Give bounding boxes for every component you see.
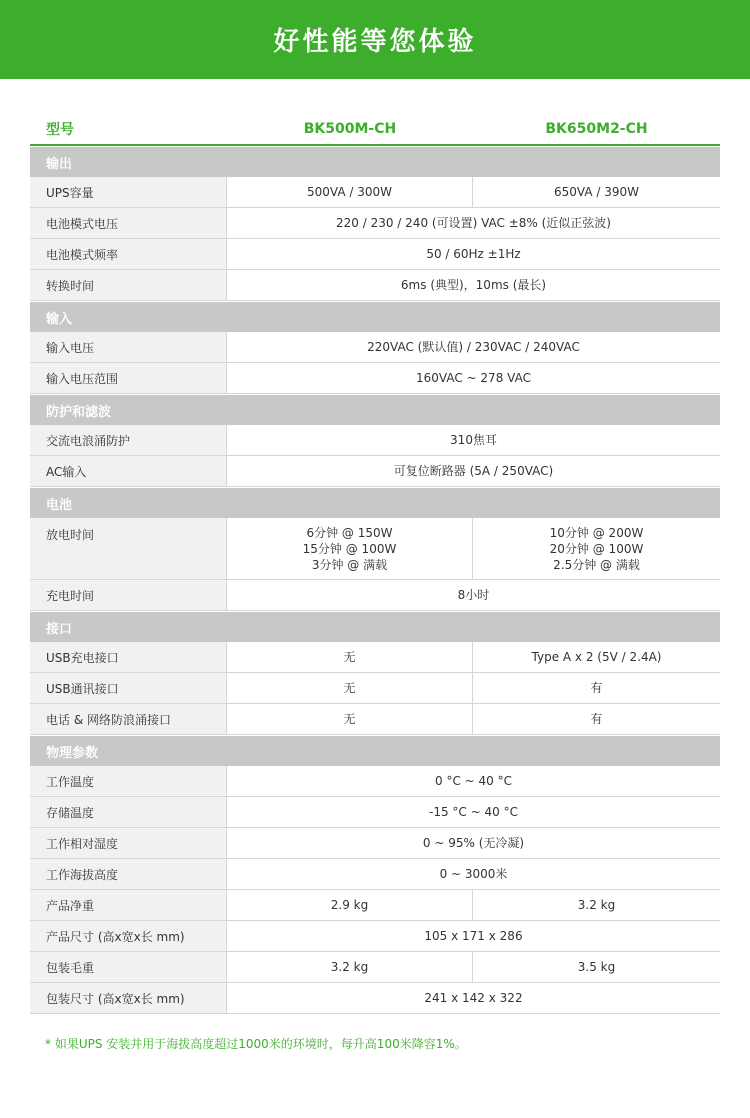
table-row [30, 425, 720, 456]
row-value: 6ms (典型)，10ms (最长) [400, 278, 547, 292]
table-row [30, 270, 720, 301]
section-protection: 防护和滤波 [30, 394, 720, 425]
row-label: 产品净重 [30, 890, 227, 920]
row-value-model-2: 650VA / 390W [472, 177, 720, 207]
table-row [30, 177, 720, 208]
row-label: 工作相对湿度 [30, 828, 227, 858]
discharge-line: 20分钟 @ 100W [549, 541, 644, 556]
row-value: 220VAC (默认值) / 230VAC / 240VAC [367, 340, 580, 354]
row-label: 交流电浪涌防护 [30, 425, 227, 455]
header-model-1: BK500M-CH [303, 120, 397, 137]
row-value: -15 °C ~ 40 °C [429, 805, 518, 819]
row-label: 电话 & 网络防浪涌接口 [30, 704, 227, 734]
row-label: 工作海拔高度 [30, 859, 227, 889]
row-value-model-2: 有 [472, 673, 720, 703]
section-output: 输出 [30, 146, 720, 177]
table-row [30, 766, 720, 797]
discharge-line: 10分钟 @ 200W [549, 525, 644, 540]
row-value: 50 / 60Hz ±1Hz [426, 247, 521, 261]
table-row [30, 890, 720, 921]
row-value-model-1: 3.2 kg [330, 960, 369, 974]
discharge-line: 2.5分钟 @ 满载 [553, 557, 640, 572]
row-value: 0 ~ 3000米 [439, 867, 508, 881]
section-physical: 物理参数 [30, 735, 720, 766]
row-label: UPS容量 [30, 177, 227, 207]
table-row [30, 208, 720, 239]
table-row [30, 332, 720, 363]
row-label: AC输入 [30, 456, 227, 486]
row-value: 241 x 142 x 322 [424, 991, 523, 1005]
row-value: 0 ~ 95% (无冷凝) [422, 836, 525, 850]
table-row [30, 363, 720, 394]
row-value-model-2: 有 [472, 704, 720, 734]
row-label: USB通讯接口 [30, 673, 227, 703]
table-row [30, 797, 720, 828]
discharge-line: 6分钟 @ 150W [306, 525, 393, 540]
header-model-label: 型号 [46, 121, 74, 138]
table-row [30, 673, 720, 704]
footnote: * 如果UPS 安装并用于海拔高度超过1000米的环境时，每升高100米降容1%。 [45, 1037, 467, 1051]
row-label: 输入电压范围 [30, 363, 227, 393]
row-label: USB充电接口 [30, 642, 227, 672]
row-label: 包装尺寸 (高x宽x长 mm) [30, 983, 227, 1013]
discharge-line: 15分钟 @ 100W [302, 541, 397, 556]
table-row [30, 921, 720, 952]
row-label: 转换时间 [30, 270, 227, 300]
banner-title: 好性能等您体验 [273, 27, 477, 57]
row-value: 105 x 171 x 286 [424, 929, 523, 943]
row-label: 电池模式电压 [30, 208, 227, 238]
table-row [30, 952, 720, 983]
section-ports: 接口 [30, 611, 720, 642]
table-row [30, 518, 720, 580]
row-value-model-2: 3.2 kg [472, 890, 720, 920]
spec-table [30, 113, 720, 1014]
row-value-model-1: 无 [343, 650, 356, 664]
section-input: 输入 [30, 301, 720, 332]
row-label: 放电时间 [30, 518, 227, 579]
row-value-model-2: Type A x 2 (5V / 2.4A) [472, 642, 720, 672]
table-row [30, 580, 720, 611]
table-row [30, 642, 720, 673]
table-row [30, 239, 720, 270]
table-row [30, 704, 720, 735]
table-row [30, 983, 720, 1014]
row-value: 0 °C ~ 40 °C [435, 774, 512, 788]
table-row [30, 859, 720, 890]
row-value: 8小时 [457, 588, 490, 602]
row-label: 包装毛重 [30, 952, 227, 982]
row-value-model-1: 2.9 kg [330, 898, 369, 912]
row-value-model-1 [227, 518, 472, 579]
row-value-model-2: 3.5 kg [472, 952, 720, 982]
row-value: 可复位断路器 (5A / 250VAC) [393, 464, 554, 478]
row-value-model-2 [472, 518, 720, 579]
discharge-line: 3分钟 @ 满载 [311, 557, 388, 572]
row-label: 输入电压 [30, 332, 227, 362]
row-label: 产品尺寸 (高x宽x长 mm) [30, 921, 227, 951]
banner [0, 0, 750, 79]
row-label: 存储温度 [30, 797, 227, 827]
row-label: 充电时间 [30, 580, 227, 610]
table-row [30, 456, 720, 487]
row-value-model-1: 500VA / 300W [307, 185, 392, 199]
header-model-2: BK650M2-CH [545, 120, 648, 137]
row-value: 310焦耳 [450, 433, 497, 447]
row-value: 220 / 230 / 240 (可设置) VAC ±8% (近似正弦波) [336, 216, 611, 230]
section-battery: 电池 [30, 487, 720, 518]
row-label: 工作温度 [30, 766, 227, 796]
row-value-model-1: 无 [343, 712, 356, 726]
row-label: 电池模式频率 [30, 239, 227, 269]
table-header [30, 113, 720, 146]
row-value: 160VAC ~ 278 VAC [416, 371, 531, 385]
row-value-model-1: 无 [343, 681, 356, 695]
table-row [30, 828, 720, 859]
